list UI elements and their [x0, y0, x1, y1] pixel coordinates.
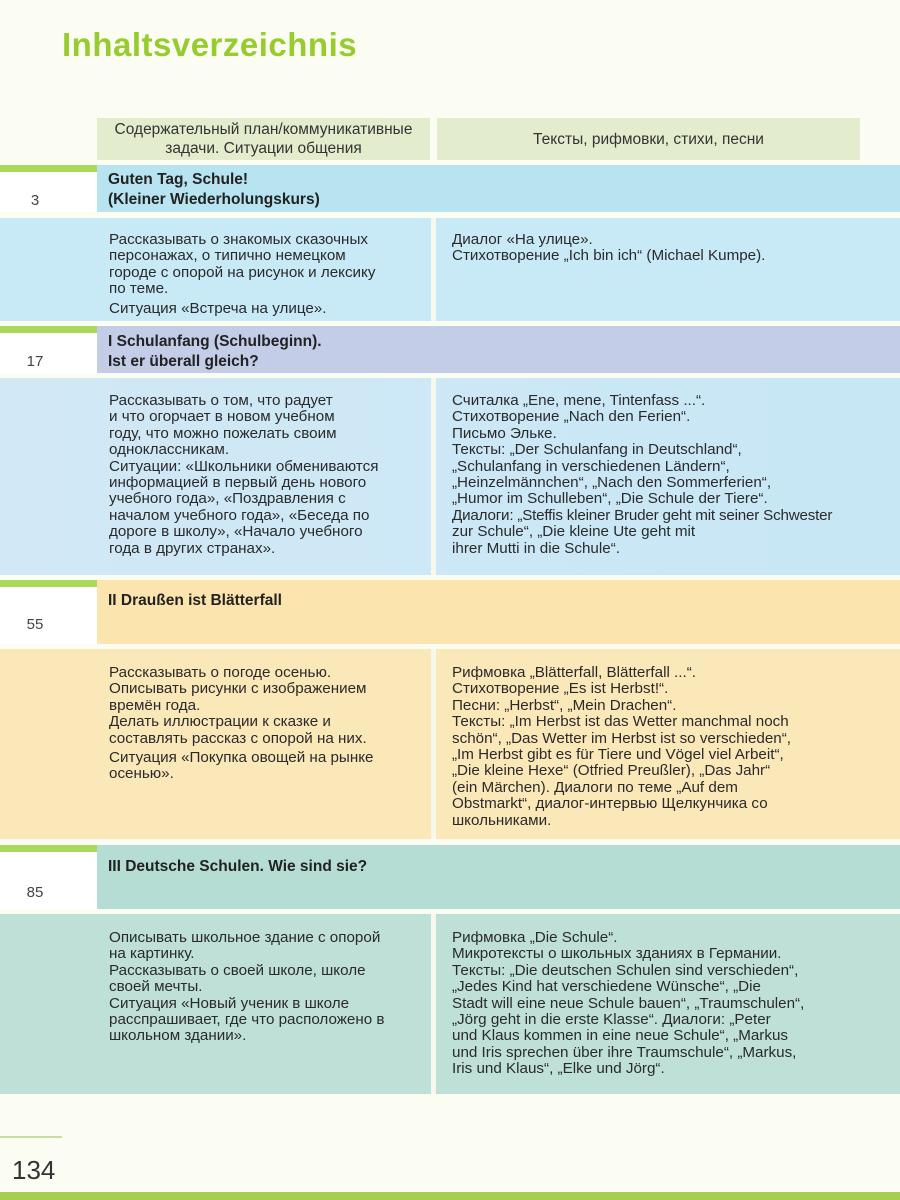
unit-3-situations-line: Ситуация «Покупка овощей на рынке [109, 749, 374, 767]
unit-2-situations-line: учебного года», «Поздравления с [109, 490, 346, 508]
unit-3-texts-line: „Im Herbst gibt es für Tiere und Vögel viel Arbeit“, [452, 746, 784, 764]
unit-2-texts-line: Считалка „Ene, mene, Tintenfass ...“. [452, 392, 706, 409]
unit-2-texts [452, 393, 832, 557]
unit-3-texts-line: Песни: „Herbst“, „Mein Drachen“. [452, 696, 677, 714]
unit-2-situations-line: и что огорчает в новом учебном [109, 408, 335, 426]
unit-2-situations-line: Рассказывать о том, что радует [109, 392, 333, 409]
unit-3-situations-line: составлять рассказ с опорой на них. [109, 729, 367, 747]
unit-3-situations-line: Рассказывать о погоде осенью. [109, 664, 332, 681]
unit-4-page-number: 85 [26, 884, 44, 901]
unit-4-texts-line: Iris und Klaus“, „Elke und Jörg“. [452, 1060, 665, 1078]
unit-4-situations-line: Описывать школьное здание с опорой [109, 929, 381, 946]
unit-2-situations [109, 393, 378, 557]
unit-2-texts-line: ihrer Mutti in die Schule“. [452, 539, 620, 557]
unit-2-situations-line: Ситуации: «Школьники обмениваются [109, 457, 379, 475]
unit-2-marker-strip [0, 326, 97, 333]
unit-3-texts-line: Obstmarkt“, диалог-интервью Щелкунчика со [452, 795, 768, 813]
unit-1-situations-line: Ситуация «Встреча на улице». [109, 299, 327, 317]
unit-1-situations-line: по теме. [109, 280, 169, 298]
unit-2-column-divider [431, 378, 436, 575]
unit-2-texts-line: Диалоги: „Steffis kleiner Bruder geht mit seiner Schwester [452, 506, 833, 524]
column-header-texts-label: Тексты, рифмовки, стихи, песни [533, 130, 764, 148]
unit-4-title-line-1: III Deutsche Schulen. Wie sind sie? [108, 858, 368, 875]
unit-3-situations [109, 665, 374, 783]
unit-2-situations-line: году, что можно пожелать своим [109, 424, 337, 442]
unit-1-situations [109, 232, 375, 317]
unit-3-texts [452, 665, 791, 829]
unit-3-texts-line: schön“, „Das Wetter im Herbst ist so verschieden“, [452, 729, 792, 747]
unit-2-texts-line: „Humor im Schulleben“, „Die Schule der Tiere“. [452, 490, 768, 508]
unit-4-situations-line: Рассказывать о своей школе, школе [109, 961, 366, 979]
unit-2-situations-line: года в других странах». [109, 539, 276, 557]
unit-3-column-divider [431, 649, 436, 839]
unit-3-title-line-1: II Draußen ist Blätterfall [108, 592, 282, 609]
unit-4-situations-line: расспрашивает, где что расположено в [109, 1011, 385, 1029]
unit-4-situations-line: на картинку. [109, 945, 195, 963]
column-header-situations-label: Содержательный план/коммуникативные задачи. Ситуации общения [114, 121, 413, 157]
unit-3-texts-line: Стихотворение „Es ist Herbst!“. [452, 680, 669, 698]
column-header-situations [97, 118, 430, 160]
unit-2-situations-line: информацией в первый день нового [109, 474, 367, 492]
column-header-texts [437, 118, 860, 160]
unit-1-title-line-1: Guten Tag, Schule! [108, 171, 249, 188]
unit-3-page-number: 55 [26, 616, 44, 633]
unit-4-title [108, 857, 367, 877]
unit-3-situations-line: осенью». [109, 765, 174, 783]
unit-2-title [108, 332, 322, 372]
unit-2-situations-line: дороге в школу», «Начало учебного [109, 523, 363, 541]
page-number: 134 [12, 1155, 56, 1185]
unit-1-title [108, 170, 320, 210]
unit-3-title [108, 591, 282, 611]
unit-1-page-number: 3 [30, 192, 40, 209]
unit-4-situations [109, 930, 384, 1045]
unit-3-situations-line: Описывать рисунки с изображением [109, 680, 367, 698]
unit-4-texts-line: Stadt will eine neue Schule bauen“, „Traumschulen“, [452, 994, 805, 1012]
footer-bar [0, 1192, 900, 1200]
unit-4-situations-line: школьном здании». [109, 1027, 247, 1045]
unit-3-marker-strip [0, 580, 97, 587]
unit-4-situations-line: своей мечты. [109, 978, 203, 996]
unit-1-situations-line: Рассказывать о знакомых сказочных [109, 231, 368, 248]
unit-3-texts-line: Тексты: „Im Herbst ist das Wetter manchmal noch [452, 713, 789, 731]
unit-2-texts-line: Тексты: „Der Schulanfang in Deutschland“, [452, 441, 742, 459]
unit-3-texts-line: школьниками. [452, 811, 552, 829]
unit-4-column-divider [431, 914, 436, 1094]
page-title: Inhaltsverzeichnis [62, 26, 358, 63]
unit-4-texts-line: „Jörg geht in die erste Klasse“. Диалоги: „Peter [452, 1011, 771, 1029]
unit-2-texts-line: Письмо Эльке. [452, 424, 557, 442]
unit-2-situations-line: началом учебного года», «Беседа по [109, 506, 370, 524]
unit-4-texts-line: und Klaus kommen in eine neue Schule“, „Markus [452, 1027, 788, 1045]
unit-2-texts-line: Стихотворение „Nach den Ferien“. [452, 408, 691, 426]
unit-1-situations-line: городе с опорой на рисунок и лексику [109, 263, 376, 281]
unit-2-texts-line: „Schulanfang in verschiedenen Ländern“, [452, 457, 730, 475]
unit-4-texts [452, 930, 804, 1078]
unit-4-texts-line: Рифмовка „Die Schule“. [452, 929, 618, 946]
unit-1-situations-line: персонажах, о типично немецком [109, 247, 346, 265]
unit-1-texts-line: Стихотворение „Ich bin ich“ (Michael Kumpe). [452, 247, 766, 265]
unit-1-texts-line: Диалог «На улице». [452, 231, 593, 248]
unit-3-texts-line: „Die kleine Hexe“ (Otfried Preußler), „Das Jahr“ [452, 762, 771, 780]
unit-4-texts-line: und Iris sprechen über ihre Traumschule“, „Markus, [452, 1043, 797, 1061]
unit-3-situations-line: времён года. [109, 696, 201, 714]
footer-rule [0, 1136, 62, 1138]
unit-2-texts-line: zur Schule“, „Die kleine Ute geht mit [452, 523, 696, 541]
unit-4-texts-line: „Jedes Kind hat verschiedene Wünsche“, „Die [452, 978, 761, 996]
unit-1-title-line-2: (Kleiner Wiederholungskurs) [108, 191, 320, 208]
unit-2-texts-line: „Heinzelmännchen“, „Nach den Sommerferien“, [452, 474, 772, 492]
unit-3-texts-line: Рифмовка „Blätterfall, Blätterfall ...“. [452, 664, 696, 681]
unit-4-texts-line: Микротексты о школьных зданиях в Германии. [452, 945, 782, 963]
unit-1-column-divider [431, 218, 436, 321]
unit-1-texts [452, 232, 765, 265]
unit-4-situations-line: Ситуация «Новый ученик в школе [109, 994, 350, 1012]
unit-3-situations-line: Делать иллюстрации к сказке и [109, 713, 331, 731]
unit-4-texts-line: Тексты: „Die deutschen Schulen sind verschieden“, [452, 961, 799, 979]
unit-2-situations-line: одноклассникам. [109, 441, 230, 459]
unit-4-marker-strip [0, 845, 97, 852]
unit-1-marker-strip [0, 165, 97, 172]
unit-3-title-band [0, 580, 900, 644]
unit-2-page-number: 17 [26, 353, 44, 370]
unit-4-title-band [0, 845, 900, 909]
unit-2-title-line-1: I Schulanfang (Schulbeginn). [108, 333, 322, 350]
unit-2-title-line-2: Ist er überall gleich? [108, 353, 259, 370]
unit-3-texts-line: (ein Märchen). Диалоги по теме „Auf dem [452, 778, 738, 796]
